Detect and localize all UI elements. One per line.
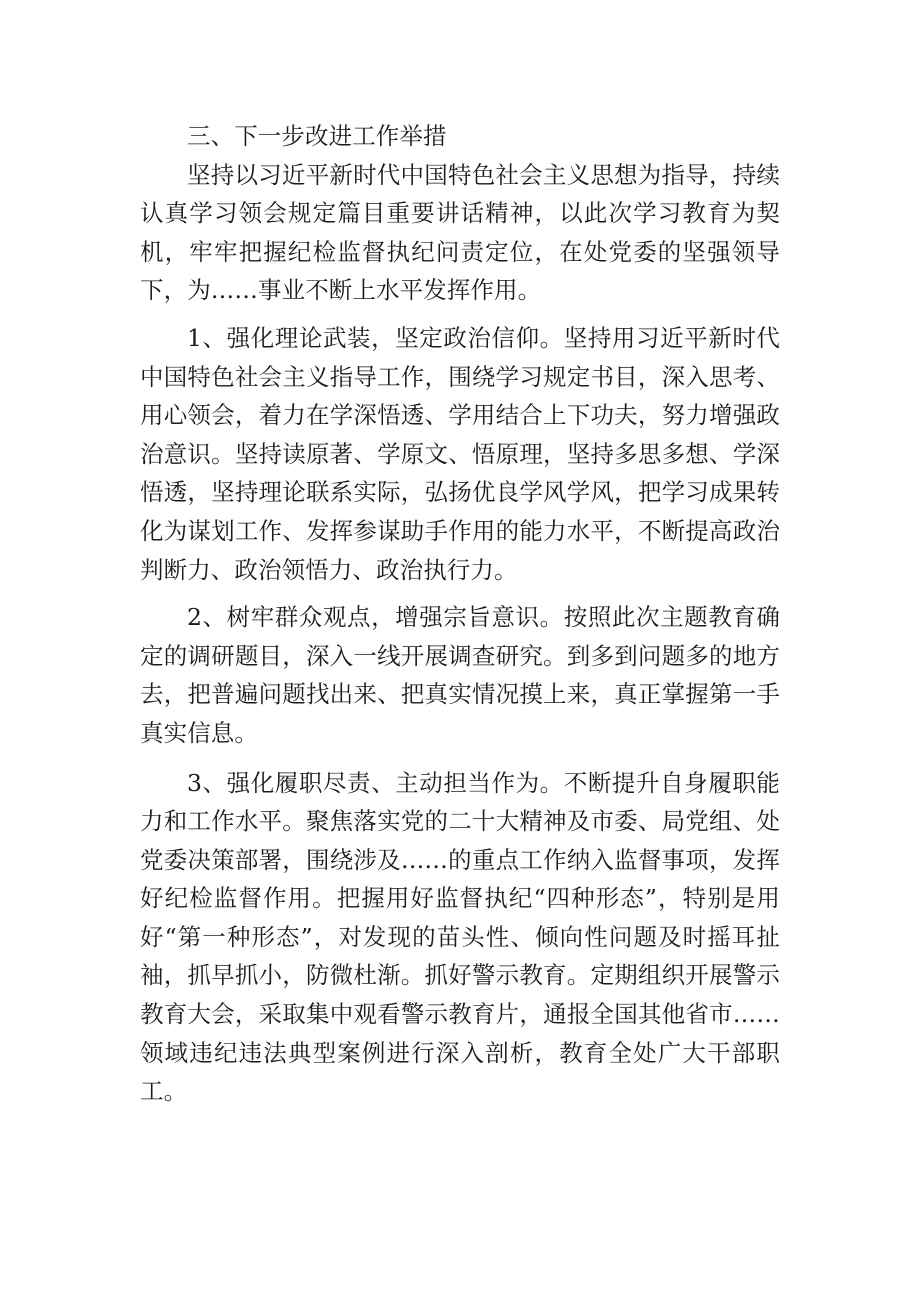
- paragraph-item-2: 2、树牢群众观点，增强宗旨意识。按照此次主题教育确定的调研题目，深入一线开展调查研究。到多到问题多的地方去，把普遍问题找出来、把真实情况摸上来，真正掌握第一手真实信息。: [140, 603, 780, 747]
- paragraph-intro: 坚持以习近平新时代中国特色社会主义思想为指导，持续认真学习领会规定篇目重要讲话精神，以此次学习教育为契机，牢牢把握纪检监督执纪问责定位，在处党委的坚强领导下，为……事业不断上水平发挥作用。: [140, 160, 780, 305]
- section-heading: 三、下一步改进工作举措: [187, 122, 447, 150]
- paragraph-item-3: 3、强化履职尽责、主动担当作为。不断提升自身履职能力和工作水平。聚焦落实党的二十大精神及市委、局党组、处党委决策部署，围绕涉及……的重点工作纳入监督事项，发挥好纪检监督作用。把握用好监督执纪“四种形态”，特别是用好“第一种形态”，对发现的苗头性、倾向性问题及时摇耳扯袖，抓早抓小，防微杜渐。抓好警示教育。定期组织开展警示教育大会，采取集中观看警示教育片，通报全国其他省市……领域违纪违法典型案例进行深入剖析，教育全处广大干部职工。: [140, 768, 780, 1106]
- paragraph-item-1: 1、强化理论武装，坚定政治信仰。坚持用习近平新时代中国特色社会主义指导工作，围绕学习规定书目，深入思考、用心领会，着力在学深悟透、学用结合上下功夫，努力增强政治意识。坚持读原著、学原文、悟原理，坚持多思多想、学深悟透，坚持理论联系实际，弘扬优良学风学风，把学习成果转化为谋划工作、发挥参谋助手作用的能力水平，不断提高政治判断力、政治领悟力、政治执行力。: [140, 323, 780, 584]
- document-body: [140, 117, 780, 1111]
